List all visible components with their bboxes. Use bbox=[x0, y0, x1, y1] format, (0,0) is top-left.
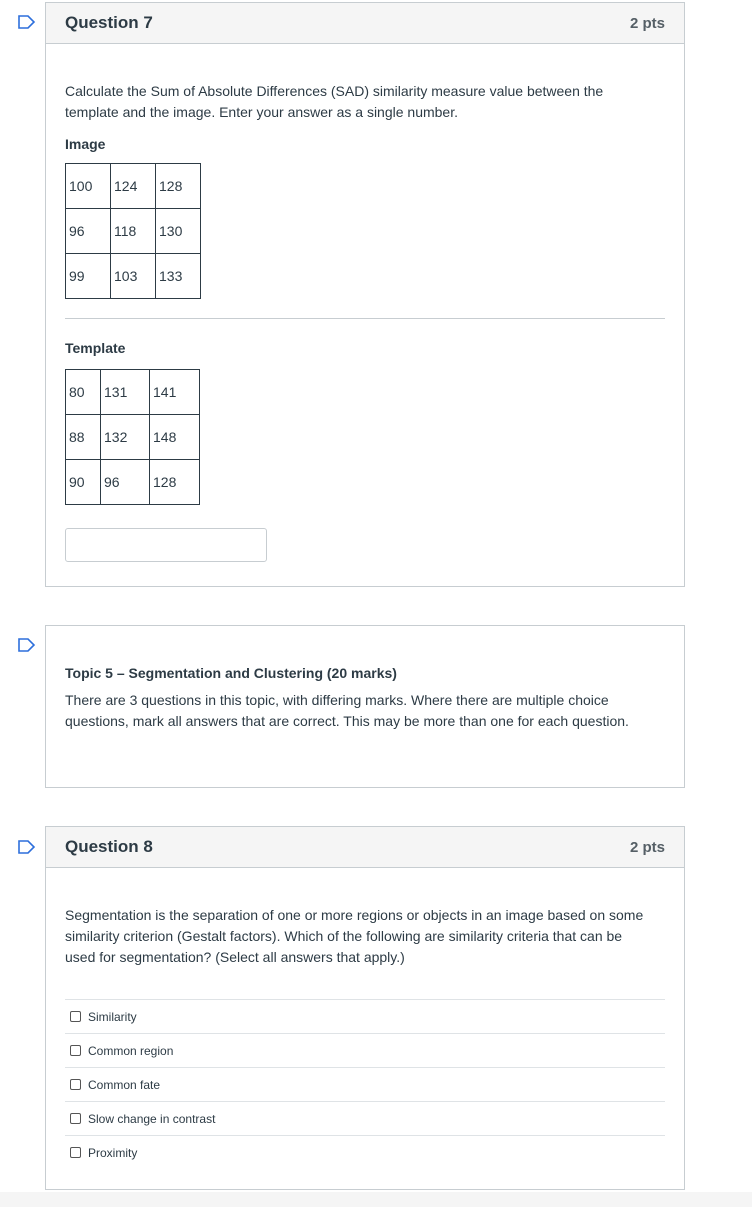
matrix-cell: 90 bbox=[66, 460, 101, 505]
option-common-region[interactable] bbox=[65, 1033, 665, 1067]
matrix-cell: 96 bbox=[66, 209, 111, 254]
question-7-points: 2 pts bbox=[629, 14, 665, 32]
matrix-cell: 103 bbox=[111, 254, 156, 299]
topic-5-card bbox=[45, 625, 685, 788]
option-label: Similarity bbox=[88, 1009, 137, 1024]
topic-5-text: There are 3 questions in this topic, with differing marks. Where there are multiple choice questions, mark all answers that are correct. This may be more than one for each question. bbox=[65, 692, 629, 729]
question-7-title: Question 7 bbox=[65, 13, 153, 32]
matrix-cell: 133 bbox=[156, 254, 201, 299]
checkbox-icon[interactable] bbox=[70, 1147, 81, 1158]
question-8-title: Question 8 bbox=[65, 837, 153, 856]
checkbox-icon[interactable] bbox=[70, 1011, 81, 1022]
page-bottom-strip bbox=[0, 1192, 752, 1207]
answer-options bbox=[65, 999, 665, 1169]
table-row bbox=[66, 209, 201, 254]
matrix-cell: 96 bbox=[101, 460, 150, 505]
table-row bbox=[66, 460, 200, 505]
matrix-cell: 128 bbox=[150, 460, 200, 505]
option-label: Proximity bbox=[88, 1145, 138, 1160]
option-label: Common region bbox=[88, 1043, 174, 1058]
matrix-cell: 118 bbox=[111, 209, 156, 254]
option-proximity[interactable] bbox=[65, 1135, 665, 1169]
checkbox-icon[interactable] bbox=[70, 1045, 81, 1056]
checkbox-icon[interactable] bbox=[70, 1113, 81, 1124]
question-8-prompt: Segmentation is the separation of one or more regions or objects in an image based on some similarity criterion (Gestalt factors). Which of the following are similarity criteria that can be used for segmentation? (Select all answers that apply.) bbox=[65, 907, 644, 965]
matrix-cell: 148 bbox=[150, 415, 200, 460]
matrix-cell: 99 bbox=[66, 254, 111, 299]
question-8-header bbox=[46, 827, 684, 868]
matrix-cell: 141 bbox=[150, 370, 200, 415]
topic-5-title: Topic 5 – Segmentation and Clustering (20 marks) bbox=[65, 665, 397, 681]
question-8-card bbox=[45, 826, 685, 1190]
matrix-cell: 128 bbox=[156, 164, 201, 209]
matrix-cell: 124 bbox=[111, 164, 156, 209]
matrix-cell: 131 bbox=[101, 370, 150, 415]
matrix-cell: 80 bbox=[66, 370, 101, 415]
table-row bbox=[66, 415, 200, 460]
question-7-prompt: Calculate the Sum of Absolute Differences (SAD) similarity measure value between the template and the image. Enter your answer as a single number. bbox=[65, 83, 604, 120]
answer-input[interactable] bbox=[65, 528, 267, 562]
image-matrix bbox=[65, 163, 201, 299]
question-7-card bbox=[45, 2, 685, 587]
question-7-header bbox=[46, 3, 684, 44]
flag-icon[interactable] bbox=[18, 638, 36, 652]
table-row bbox=[66, 164, 201, 209]
table-row bbox=[66, 370, 200, 415]
option-label: Common fate bbox=[88, 1077, 161, 1092]
option-similarity[interactable] bbox=[65, 999, 665, 1033]
option-slow-change-in-contrast[interactable] bbox=[65, 1101, 665, 1135]
question-8-points: 2 pts bbox=[629, 838, 665, 856]
flag-icon[interactable] bbox=[18, 840, 36, 854]
flag-icon[interactable] bbox=[18, 15, 36, 29]
option-label: Slow change in contrast bbox=[88, 1111, 216, 1126]
matrix-cell: 100 bbox=[66, 164, 111, 209]
divider bbox=[65, 318, 665, 319]
matrix-cell: 88 bbox=[66, 415, 101, 460]
image-label: Image bbox=[65, 136, 106, 152]
matrix-cell: 132 bbox=[101, 415, 150, 460]
checkbox-icon[interactable] bbox=[70, 1079, 81, 1090]
option-common-fate[interactable] bbox=[65, 1067, 665, 1101]
matrix-cell: 130 bbox=[156, 209, 201, 254]
table-row bbox=[66, 254, 201, 299]
template-label: Template bbox=[65, 340, 126, 356]
template-matrix bbox=[65, 369, 200, 505]
